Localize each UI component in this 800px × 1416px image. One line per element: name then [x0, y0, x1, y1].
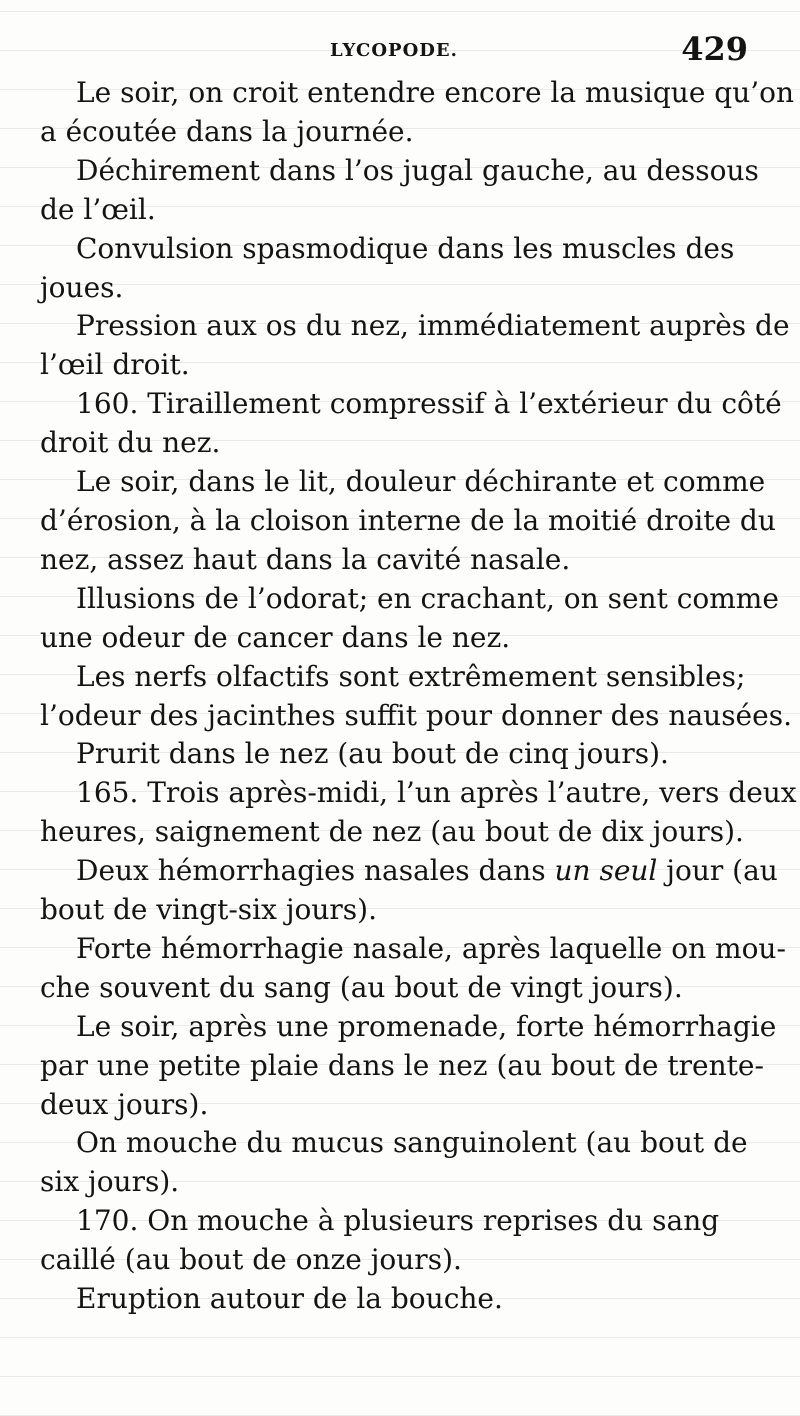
running-head — [0, 30, 800, 76]
text-line: Les nerfs olfactifs sont extrêmement sensibles; — [76, 659, 746, 693]
text-line: Eruption autour de la bouche. — [76, 1282, 503, 1316]
text-line: par une petite plaie dans le nez (au bout de trente- — [40, 1048, 764, 1082]
page-number: 429 — [681, 30, 748, 68]
text-line: d’érosion, à la cloison interne de la moitié droite du — [40, 503, 776, 537]
text-line: Le soir, dans le lit, douleur déchirante et comme — [76, 465, 766, 499]
text-line: Déchirement dans l’os jugal gauche, au dessous — [76, 153, 759, 187]
text-line: 160. Tiraillement compressif à l’extérieur du côté — [76, 387, 782, 421]
text-line: Le soir, après une promenade, forte hémorrhagie — [76, 1009, 777, 1043]
text-line: che souvent du sang (au bout de vingt jours). — [40, 970, 683, 1004]
text-run: Deux hémorrhagies nasales dans — [76, 854, 555, 888]
text-line-with-emphasis — [40, 852, 778, 891]
text-line: Pression aux os du nez, immédiatement auprès de — [76, 309, 790, 343]
text-run: jour (au — [657, 854, 778, 888]
text-line: Forte hémorrhagie nasale, après laquelle on mou- — [76, 931, 786, 965]
text-line: heures, saignement de nez (au bout de dix jours). — [40, 815, 744, 849]
text-line: Le soir, on croit entendre encore la musique qu’on — [76, 76, 795, 109]
text-line: 165. Trois après-midi, l’un après l’autre, vers deux — [76, 776, 797, 810]
text-line: droit du nez. — [40, 426, 221, 460]
text-line: a écoutée dans la journée. — [40, 114, 414, 148]
text-line: Convulsion spasmodique dans les muscles des — [76, 231, 735, 265]
text-line: caillé (au bout de onze jours). — [40, 1243, 462, 1277]
text-line: Prurit dans le nez (au bout de cinq jours). — [76, 737, 669, 771]
text-line: On mouche du mucus sanguinolent (au bout de — [76, 1126, 748, 1160]
text-line: l’odeur des jacinthes suffit pour donner des nausées. — [40, 698, 792, 732]
text-line: six jours). — [40, 1165, 180, 1199]
text-line: nez, assez haut dans la cavité nasale. — [40, 542, 571, 576]
text-line: l’œil droit. — [40, 348, 190, 382]
text-line: joues. — [40, 270, 124, 304]
text-line: 170. On mouche à plusieurs reprises du sang — [76, 1204, 720, 1238]
emphasis-text: un seul — [554, 854, 658, 888]
body-text — [40, 74, 797, 1319]
text-line: deux jours). — [40, 1087, 209, 1121]
text-line: une odeur de cancer dans le nez. — [40, 620, 511, 654]
text-line: bout de vingt-six jours). — [40, 893, 377, 927]
text-line: Illusions de l’odorat; en crachant, on sent comme — [76, 581, 779, 615]
running-title: LYCOPODE. — [330, 40, 458, 61]
text-line: de l’œil. — [40, 192, 156, 226]
